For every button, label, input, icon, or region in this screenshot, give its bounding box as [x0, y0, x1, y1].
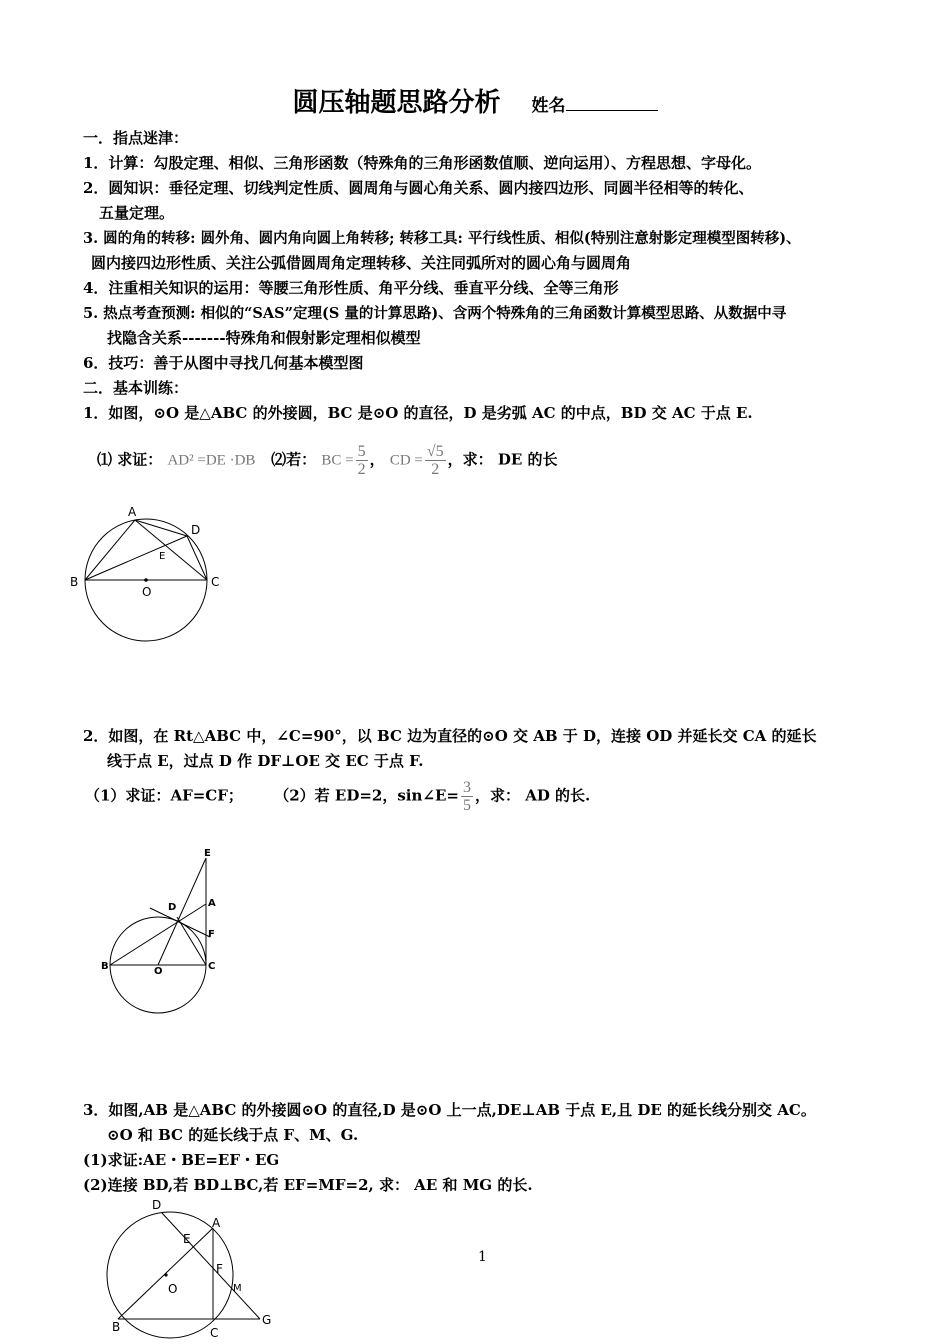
p2-part2-prefix: （2）若 ED=2，sin∠E=	[274, 786, 459, 805]
tip-1: 1．计算：勾股定理、相似、三角形函数（特殊角的三角形函数值顺、逆向运用）、方程思想、字母化。	[83, 154, 761, 172]
fig2-label-o: O	[154, 966, 163, 977]
fig3-dg	[162, 1213, 260, 1319]
fig2-df	[150, 908, 210, 937]
fig2-label-a: A	[208, 898, 216, 909]
tip-4: 4．注重相关知识的运用：等腰三角形性质、角平分线、垂直平分线、全等三角形	[83, 279, 619, 297]
fig1-label-d: D	[191, 523, 201, 537]
p2-sin-fraction	[461, 779, 473, 814]
p1-bc-den: 2	[357, 461, 366, 478]
p1-bc-fraction	[356, 443, 368, 478]
problem-2-stem-1: 2．如图，在 Rt△ABC 中，∠C=90°，以 BC 边为直径的⊙O 交 AB 于 D，连接 OD 并延长交 CA 的延长	[83, 727, 817, 745]
p1-part2-label: ⑵若：	[271, 450, 317, 469]
fig3-label-f: F	[216, 1262, 223, 1276]
p1-ask: ，求： DE 的长	[447, 450, 558, 469]
problem-2-parts	[85, 779, 590, 814]
section2-heading: 二．基本训练：	[83, 379, 189, 397]
page-title	[0, 82, 950, 119]
fig1-ad	[135, 520, 187, 536]
p2-sin-den: 5	[462, 797, 471, 814]
fig3-label-a: A	[212, 1216, 221, 1230]
tip-6: 6．技巧：善于从图中寻找几何基本模型图	[83, 354, 364, 372]
fig2-label-c: C	[208, 961, 216, 972]
fig3-label-b: B	[112, 1320, 121, 1334]
figure-1	[60, 500, 240, 650]
fig2-ba	[110, 904, 206, 965]
tip-5-cont: 找隐含关系-------特殊角和假射影定理相似模型	[107, 329, 421, 347]
figure-2	[95, 840, 235, 1010]
p1-cd-den: 2	[431, 461, 440, 478]
fig1-label-b: B	[70, 575, 79, 589]
fig2-label-d: D	[168, 902, 177, 913]
problem-3-stem-2: ⊙O 和 BC 的延长线于点 F、M、G.	[107, 1126, 359, 1144]
page-number: 1	[478, 1249, 487, 1265]
tip-3: 3. 圆的角的转移: 圆外角、圆内角向圆上角转移; 转移工具: 平行线性质、相似(特别注意射影定理模型图转移)、	[83, 230, 801, 247]
tip-2: 2．圆知识：垂径定理、切线判定性质、圆周角与圆心角关系、圆内接四边形、同圆半径相等的转化、	[83, 179, 754, 197]
fig1-label-a: A	[128, 505, 137, 519]
p2-part2-suffix: ，求： AD 的长.	[474, 786, 591, 805]
p2-sin-num: 3	[462, 779, 471, 796]
section1-heading: 一．指点迷津：	[83, 129, 189, 147]
p2-part1: （1）求证：AF=CF；	[85, 786, 243, 805]
problem-1-parts	[97, 443, 558, 478]
problem-3-part-1: (1)求证:AE・BE=EF・EG	[83, 1151, 280, 1169]
tip-5: 5. 热点考查预测: 相似的“SAS”定理(S 量的计算思路)、含两个特殊角的三角函数计算模型思路、从数据中寻	[83, 305, 787, 322]
fig1-bd	[85, 536, 187, 580]
name-blank	[566, 96, 658, 111]
figure-3	[100, 1195, 280, 1344]
fig3-label-o: O	[168, 1282, 178, 1296]
problem-3-part-2: (2)连接 BD,若 BD⊥BC,若 EF=MF=2, 求： AE 和 MG 的长.	[83, 1176, 533, 1194]
tip-3-cont: 圆内接四边形性质、关注公弧借圆周角定理转移、关注同弧所对的圆心角与圆周角	[91, 254, 632, 272]
p1-cd-fraction	[425, 443, 446, 478]
p1-bc-num: 5	[357, 443, 366, 460]
fig3-label-m: M	[233, 1283, 242, 1294]
fig2-dc	[177, 917, 206, 965]
fig1-center-dot	[144, 578, 148, 582]
fig2-label-f: F	[208, 929, 215, 940]
name-label: 姓名	[531, 96, 566, 116]
fig2-label-e: E	[204, 848, 211, 859]
fig3-label-d: D	[152, 1198, 162, 1212]
fig3-label-e: E	[183, 1232, 191, 1246]
p1-part1-label: ⑴ 求证：	[97, 450, 163, 469]
fig1-label-c: C	[211, 575, 220, 589]
fig3-label-c: C	[210, 1326, 219, 1340]
p1-comma: ，	[369, 450, 385, 469]
fig2-label-b: B	[101, 961, 109, 972]
p1-cd-prefix: CD =	[389, 452, 423, 469]
problem-2-stem-2: 线于点 E，过点 D 作 DF⊥OE 交 EC 于点 F.	[107, 752, 424, 770]
title-text: 圆压轴题思路分析	[292, 88, 501, 118]
p1-cd-num: √5	[426, 443, 444, 460]
fig1-label-o: O	[142, 585, 152, 599]
problem-1-stem: 1．如图，⊙O 是△ABC 的外接圆，BC 是⊙O 的直径，D 是劣弧 AC 的中点，BD 交 AC 于点 E.	[83, 404, 753, 422]
p1-bc-prefix: BC =	[321, 452, 354, 469]
fig3-label-g: G	[262, 1313, 272, 1327]
p1-formula: AD² =DE ·DB	[167, 452, 256, 469]
fig3-center-dot	[164, 1273, 167, 1276]
problem-3-stem-1: 3．如图,AB 是△ABC 的外接圆⊙O 的直径,D 是⊙O 上一点,DE⊥AB 于点 E,且 DE 的延长线分别交 AC。	[83, 1101, 816, 1119]
tip-2-cont: 五量定理。	[99, 204, 175, 222]
fig2-oe	[158, 858, 206, 965]
fig1-dc	[187, 536, 207, 580]
fig1-label-e: E	[159, 551, 166, 562]
